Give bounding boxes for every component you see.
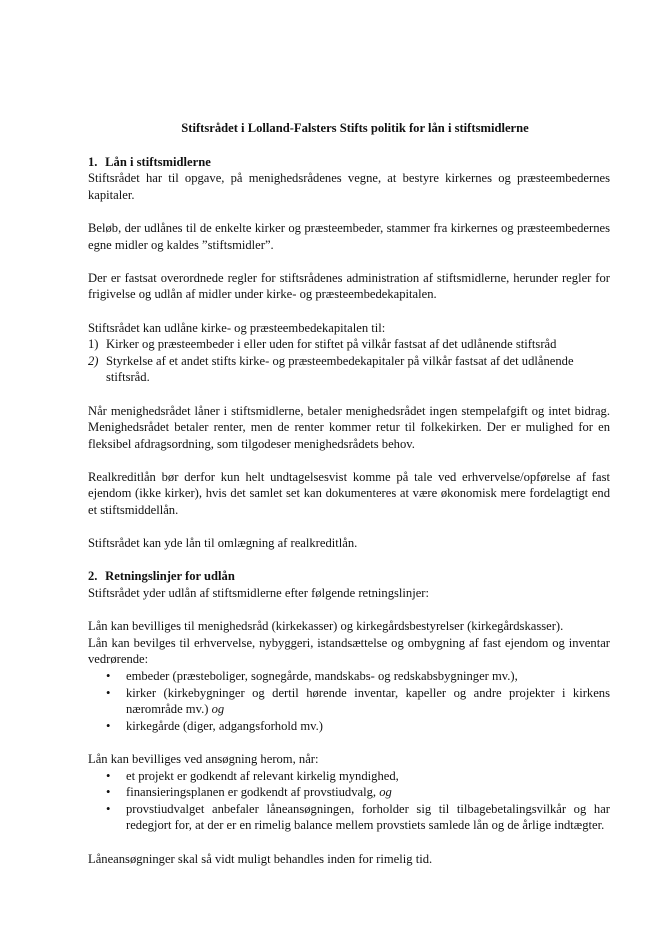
bullet-icon: • [106,768,111,783]
list-item [88,668,610,685]
bullet-icon: • [106,718,111,733]
section-1-lending-intro: Stiftsrådet kan udlåne kirke- og præsteembedekapitalen til: [88,320,386,335]
list-item [88,768,610,785]
list-item-text: Styrkelse af et andet stifts kirke- og præsteembedekapitaler på vilkår fastsat af det udlånende stiftsråd. [106,353,574,385]
list-marker: 1) [88,337,99,352]
list-item-text: provstiudvalget anbefaler låneansøgningen, forholder sig til tilbagebetalingsvilkår og har redegjort for, at der er en rimelig balance mellem provstiets samlede lån og de årlige indtægter. [126,801,610,833]
section-2-closing: Låneansøgninger skal så vidt muligt behandles inden for rimelig tid. [88,851,433,866]
list-item [88,784,610,801]
list-item-text: kirkegårde (diger, adgangsforhold mv.) [126,718,323,733]
section-1-heading [88,154,610,171]
loan-purpose-list [88,668,610,734]
section-1-paragraph-6: Realkreditlån bør derfor kun helt undtagelsesvist komme på tale ved erhvervelse/opførelse af fast ejendom (ikke kirker), hvis det samlet set kan dokumenteres at være økonomisk mere fordelagtigt end et stiftsmiddellån. [88,469,610,518]
section-2-heading-text: Retningslinjer for udlån [105,569,235,584]
section-2-heading [88,568,610,585]
document-body [88,120,610,867]
list-item-text: et projekt er godkendt af relevant kirkelig myndighed, [126,768,399,783]
list-item [88,718,610,735]
list-item-suffix: og [379,785,392,800]
list-item [88,336,610,353]
section-1-paragraph-1: Stiftsrådet har til opgave, på menighedsrådenes vegne, at bestyre kirkernes og præsteembedernes kapitaler. [88,171,610,202]
list-item [88,801,610,834]
list-item-text: Kirker og præsteembeder i eller uden for stiftet på vilkår fastsat af det udlånende stiftsråd [106,337,557,352]
list-item-text: kirker (kirkebygninger og dertil hørende inventar, kapeller og andre projekter i kirkens nærområde mv.) [126,685,610,717]
list-item [88,685,610,718]
bullet-icon: • [106,685,111,700]
bullet-icon: • [106,669,111,683]
section-1-heading-text: Lån i stiftsmidlerne [105,154,211,169]
section-2-number: 2. [88,569,98,584]
lending-targets-list [88,336,610,386]
list-item-text: embeder (præsteboliger, sognegårde, mandskabs- og redskabsbygninger mv.), [126,669,518,683]
list-item-text: finansieringsplanen er godkendt af provstiudvalg, [126,785,377,800]
section-1-paragraph-3: Der er fastsat overordnede regler for stiftsrådenes administration af stiftsmidlerne, herunder regler for frigivelse og udlån af midler under kirke- og præsteembedekapitalen. [88,270,610,302]
section-2-paragraph-1-line-2: Lån kan bevilges til erhvervelse, nybyggeri, istandsættelse og ombygning af fast ejendom og inventar vedrørende: [88,635,610,667]
section-2-application-intro: Lån kan bevilliges ved ansøgning herom, når: [88,751,319,766]
list-marker: 2) [88,353,99,368]
section-1-paragraph-7: Stiftsrådet kan yde lån til omlægning af realkreditlån. [88,536,358,551]
list-item [88,353,610,386]
bullet-icon: • [106,801,111,816]
section-1-paragraph-2: Beløb, der udlånes til de enkelte kirker og præsteembeder, stammer fra kirkernes og præsteembedernes egne midler og kaldes ”stiftsmidler”. [88,220,610,252]
bullet-icon: • [106,785,111,800]
document-title: Stiftsrådet i Lolland-Falsters Stifts politik for lån i stiftsmidlerne [181,121,529,135]
section-1-number: 1. [88,154,98,169]
application-conditions-list [88,768,610,834]
section-1-paragraph-5: Når menighedsrådet låner i stiftsmidlerne, betaler menighedsrådet ingen stempelafgift og intet bidrag. Menighedsrådet betaler renter, men de renter kommer retur til folkekirken. Der er mulighed for en fleksibel afdragsordning, som tilgodeser menighedsrådets behov. [88,403,610,451]
section-2-paragraph-1-line-1: Lån kan bevilliges til menighedsråd (kirkekasser) og kirkegårdsbestyrelser (kirkegårdskasser). [88,619,564,634]
list-item-suffix: og [211,702,225,717]
section-2-intro: Stiftsrådet yder udlån af stiftsmidlerne efter følgende retningslinjer: [88,586,429,601]
